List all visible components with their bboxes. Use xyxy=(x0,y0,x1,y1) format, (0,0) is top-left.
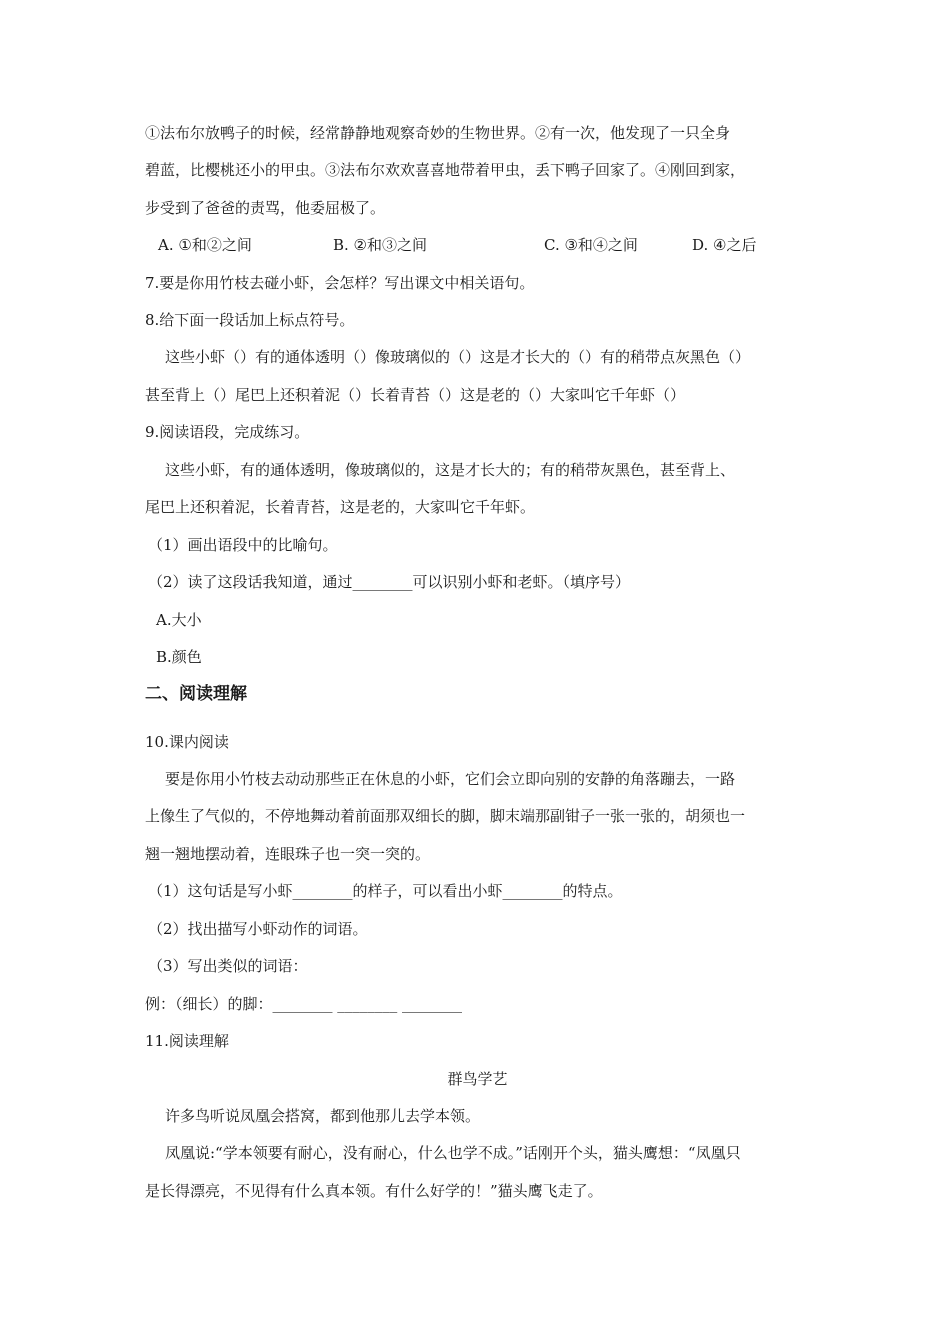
q11-paragraph-2-line-2: 是长得漂亮，不见得有什么真本领。有什么好学的！”猫头鹰飞走了。 xyxy=(145,1182,603,1200)
q8-line-1: 这些小虾（）有的通体透明（）像玻璃似的（）这是才长大的（）有的稍带点灰黑色（） xyxy=(165,348,751,366)
q11-paragraph-1: 许多鸟听说凤凰会搭窝，都到他那儿去学本领。 xyxy=(165,1107,481,1125)
q10-line-3: 翘一翘地摆动着，连眼珠子也一突一突的。 xyxy=(145,845,431,863)
q9-option-a: A.大小 xyxy=(156,611,202,629)
q10-line-1: 要是你用小竹枝去动动那些正在休息的小虾，它们会立即向别的安静的角落蹦去，一路 xyxy=(165,770,736,788)
q11-story-title: 群鸟学艺 xyxy=(447,1070,508,1088)
q6-option-b: B. ②和③之间 xyxy=(333,236,428,254)
q10-title: 10.课内阅读 xyxy=(145,733,229,751)
q11-title: 11.阅读理解 xyxy=(145,1032,229,1050)
q6-option-c: C. ③和④之间 xyxy=(544,236,638,254)
q9-title: 9.阅读语段，完成练习。 xyxy=(145,423,310,441)
q10-sub-2: （2）找出描写小虾动作的词语。 xyxy=(148,920,368,938)
q10-sub-3: （3）写出类似的词语： xyxy=(148,957,308,975)
q6-line-3: 步受到了爸爸的责骂，他委屈极了。 xyxy=(145,199,386,217)
q6-option-a: A. ①和②之间 xyxy=(158,236,252,254)
q6-line-2: 碧蓝，比樱桃还小的甲虫。③法布尔欢欢喜喜地带着甲虫，丢下鸭子回家了。④刚回到家， xyxy=(145,161,746,179)
q10-sub-1: （1）这句话是写小虾________的样子，可以看出小虾________的特点。 xyxy=(148,882,623,900)
q11-paragraph-2-line-1: 凤凰说:“学本领要有耐心，没有耐心，什么也学不成。”话刚开个头，猫头鹰想：“凤凰只 xyxy=(165,1144,741,1162)
q9-sub-1: （1）画出语段中的比喻句。 xyxy=(148,536,338,554)
q9-option-b: B.颜色 xyxy=(156,648,202,666)
q9-sub-2: （2）读了这段话我知道，通过________可以识别小虾和老虾。（填序号） xyxy=(148,573,631,591)
q8-title: 8.给下面一段话加上标点符号。 xyxy=(145,311,355,329)
q9-line-1: 这些小虾，有的通体透明，像玻璃似的，这是才长大的；有的稍带灰黑色，甚至背上、 xyxy=(165,461,736,479)
q6-line-1: ①法布尔放鸭子的时候，经常静静地观察奇妙的生物世界。②有一次，他发现了一只全身 xyxy=(145,124,731,142)
q8-line-2: 甚至背上（）尾巴上还积着泥（）长着青苔（）这是老的（）大家叫它千年虾（） xyxy=(145,386,686,404)
q9-line-2: 尾巴上还积着泥，长着青苔，这是老的，大家叫它千年虾。 xyxy=(145,498,536,516)
q10-line-2: 上像生了气似的，不停地舞动着前面那双细长的脚，脚末端那副钳子一张一张的，胡须也一 xyxy=(145,807,746,825)
q10-example: 例：（细长）的脚：________ ________ ________ xyxy=(145,995,463,1013)
q6-option-d: D. ④之后 xyxy=(692,236,757,254)
q7-question: 7.要是你用竹枝去碰小虾，会怎样？写出课文中相关语句。 xyxy=(145,274,535,292)
section-heading-reading: 二、阅读理解 xyxy=(145,684,247,704)
